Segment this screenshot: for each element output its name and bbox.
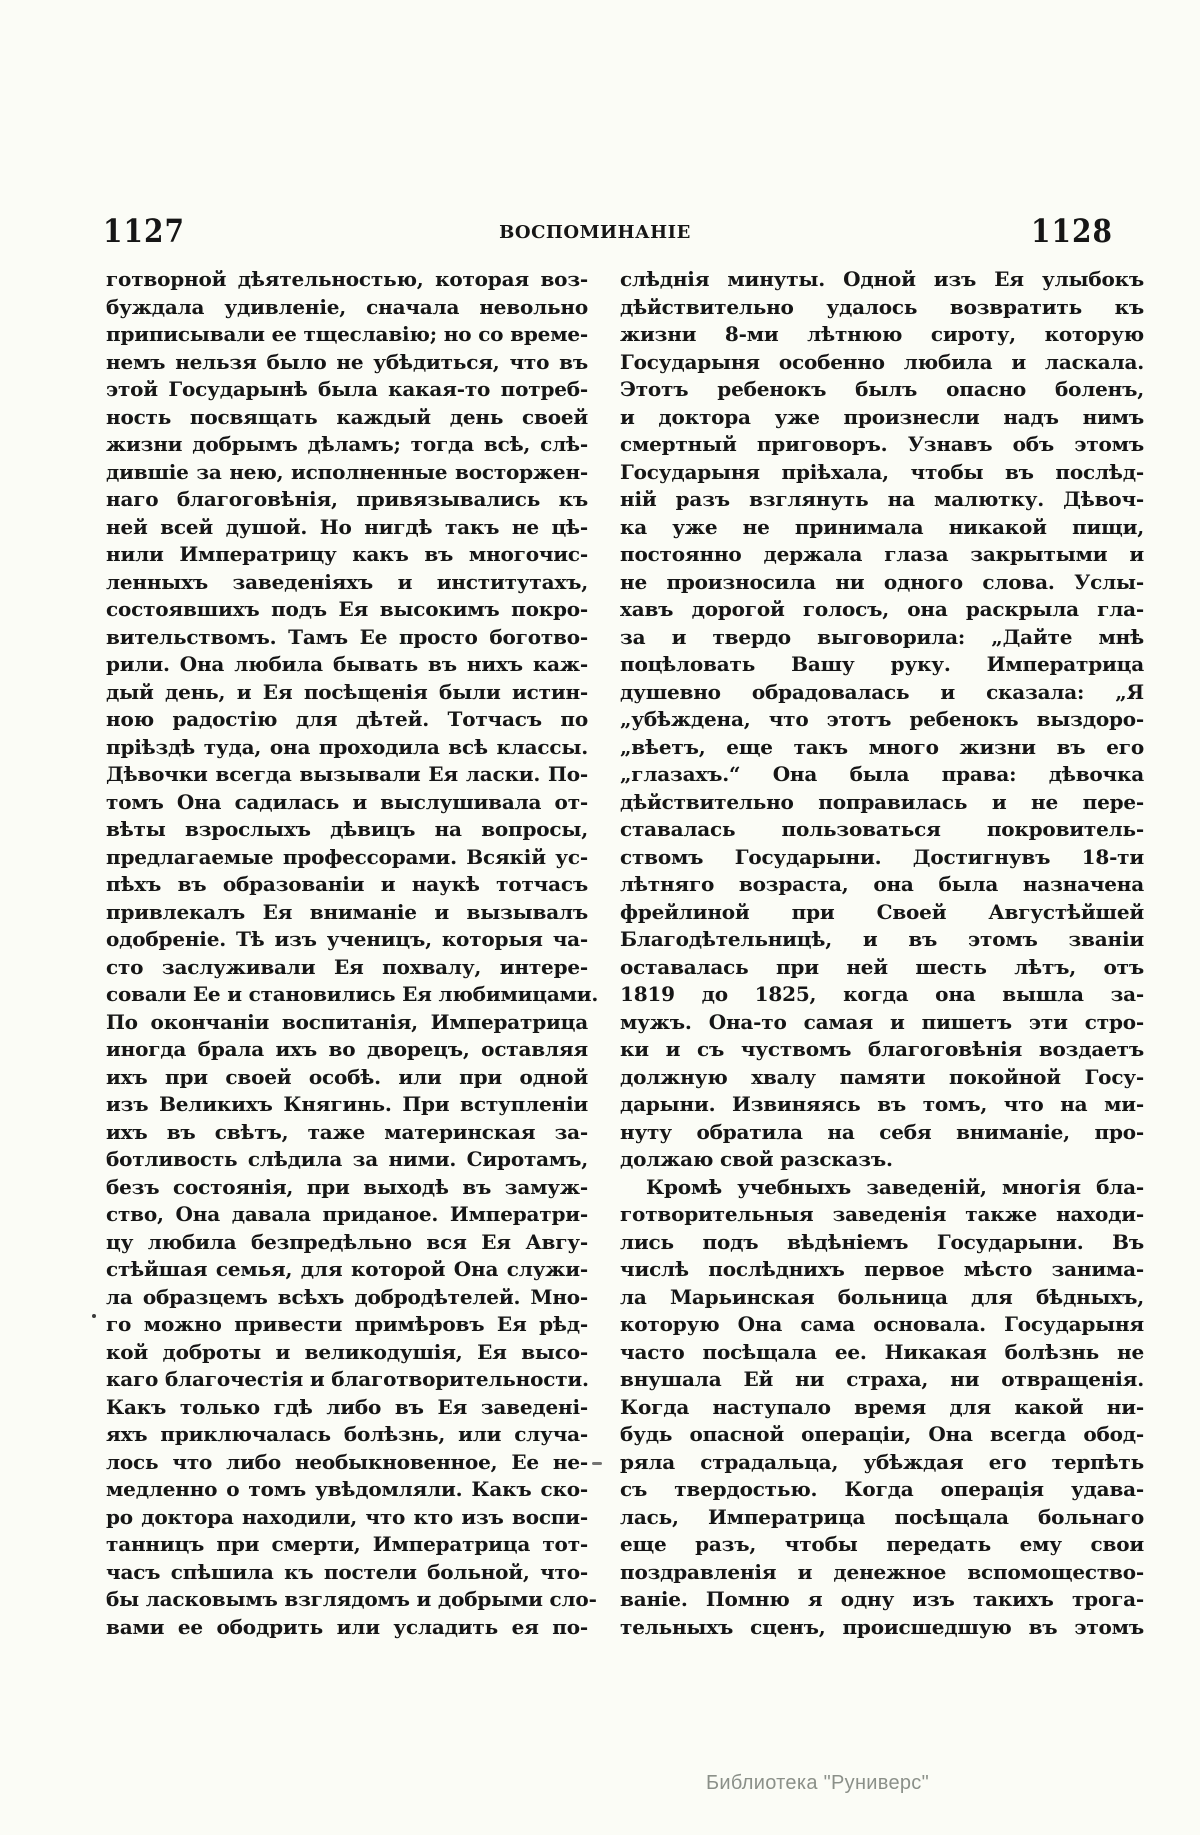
text-line: дарыни. Извиняясь въ томъ, что на ми-	[620, 1092, 1144, 1116]
text-line: фрейлиной при Своей Августѣйшей	[620, 899, 1144, 924]
text-line: лось что либо необыкновенное, Ее не-	[106, 1449, 588, 1474]
page-number-left: 1127	[103, 212, 185, 250]
text-line: вами ее ободрить или усладить ея по-	[106, 1614, 588, 1639]
text-line: танницъ при смерти, Императрица тот-	[106, 1532, 588, 1556]
text-line: предлагаемые профессорами. Всякій ус-	[106, 844, 588, 869]
text-line: кой доброты и великодушія, Ея высо-	[106, 1339, 588, 1364]
scan-speck	[592, 1462, 602, 1465]
text-line: дый день, и Ея посѣщенія были истин-	[106, 679, 588, 704]
scan-speck	[92, 1314, 96, 1318]
text-line: будь опасной операціи, Она всегда обод-	[620, 1422, 1144, 1446]
text-line: тельныхъ сценъ, происшедшую въ этомъ	[620, 1614, 1144, 1639]
text-line: немъ нельзя было не убѣдиться, что въ	[106, 349, 588, 374]
text-line: одобреніе. Тѣ изъ ученицъ, которыя ча-	[106, 927, 588, 951]
text-line: По окончаніи воспитанія, Императрица	[106, 1009, 588, 1034]
text-line: ленныхъ заведеніяхъ и институтахъ,	[106, 569, 588, 594]
text-line: часъ спѣшила къ постели больной, что-	[106, 1559, 588, 1584]
text-line: душевно обрадовалась и сказала: „Я	[620, 679, 1144, 704]
text-line: готворительныя заведенія также находи-	[620, 1202, 1144, 1226]
text-line: ствомъ Государыни. Достигнувъ 18-ти	[620, 844, 1144, 869]
text-line: должную хвалу памяти покойной Госу-	[620, 1064, 1144, 1089]
text-line: и доктора уже произнесли надъ нимъ	[620, 404, 1144, 429]
text-line: Государыня пріѣхала, чтобы въ послѣд-	[620, 459, 1144, 484]
text-line: вѣты взрослыхъ дѣвицъ на вопросы,	[106, 817, 588, 841]
text-line: 1819 до 1825, когда она вышла за-	[620, 982, 1144, 1006]
text-line: постоянно держала глаза закрытыми и	[620, 542, 1144, 566]
text-line: Кромѣ учебныхъ заведеній, многія бла-	[646, 1174, 1144, 1199]
text-line: лась, Императрица посѣщала больнаго	[620, 1504, 1144, 1529]
text-line: которую Она сама основала. Государыня	[620, 1312, 1144, 1336]
text-line: жизни 8-ми лѣтнюю сироту, которую	[620, 322, 1144, 346]
text-line: бы ласковымъ взглядомъ и добрыми сло-	[106, 1587, 597, 1611]
text-line: ихъ въ свѣтъ, таже материнская за-	[106, 1119, 588, 1144]
text-line: смертный приговоръ. Узнавъ объ этомъ	[620, 432, 1144, 456]
text-line: стѣйшая семья, для которой Она служи-	[106, 1257, 588, 1281]
running-title: ВОСПОМИНАНІЕ	[499, 222, 691, 243]
text-line: ки и съ чуствомъ благоговѣнія воздаетъ	[620, 1037, 1144, 1061]
text-line: слѣднія минуты. Одной изъ Ея улыбокъ	[620, 267, 1144, 291]
text-line: Какъ только гдѣ либо въ Ея заведені-	[106, 1394, 588, 1419]
text-line: этой Государынѣ была какая-то потреб-	[106, 377, 588, 401]
text-line: лѣтняго возраста, она была назначена	[620, 872, 1144, 896]
text-line: жизни добрымъ дѣламъ; тогда всѣ, слѣ-	[106, 432, 588, 456]
text-line: за и твердо выговорила: „Дайте мнѣ	[620, 624, 1144, 649]
text-column-right	[620, 266, 1144, 1641]
text-line: Благодѣтельницѣ, и въ этомъ званіи	[620, 927, 1144, 951]
text-line: ка уже не принимала никакой пищи,	[620, 514, 1144, 539]
page-number-right: 1128	[1031, 212, 1113, 250]
text-line: дѣйствительно поправилась и не пере-	[620, 789, 1144, 814]
text-line: изъ Великихъ Княгинь. При вступленіи	[106, 1092, 588, 1116]
text-line: не произносила ни одного слова. Услы-	[620, 569, 1144, 594]
text-line: каго благочестія и благотворительности.	[106, 1367, 589, 1391]
text-line: иногда брала ихъ во дворецъ, оставляя	[106, 1037, 588, 1061]
text-line: ла образцемъ всѣхъ добродѣтелей. Мно-	[106, 1284, 588, 1309]
text-line: нуту обратила на себя вниманіе, про-	[620, 1119, 1144, 1144]
text-line: томъ Она садилась и выслушивала от-	[106, 789, 588, 814]
text-line: часто посѣщала ее. Никакая болѣзнь не	[620, 1339, 1144, 1364]
text-line: вительствомъ. Тамъ Ее просто боготво-	[106, 624, 588, 649]
text-line: „глазахъ.“ Она была права: дѣвочка	[620, 762, 1144, 786]
text-line: совали Ее и становились Ея любимицами.	[106, 982, 599, 1006]
text-line: ряла страдальца, убѣждая его терпѣть	[620, 1449, 1144, 1474]
text-line: буждала удивленіе, сначала невольно	[106, 294, 588, 319]
text-line: съ твердостью. Когда операція удава-	[620, 1477, 1144, 1501]
text-line: нили Императрицу какъ въ многочис-	[106, 542, 588, 566]
text-line: хавъ дорогой голосъ, она раскрыла гла-	[620, 597, 1144, 621]
text-line: ро доктора находили, что кто изъ воспи-	[106, 1504, 588, 1529]
text-line: мужъ. Она-то самая и пишетъ эти стро-	[620, 1009, 1144, 1034]
text-line: пѣхъ въ образованіи и наукѣ тотчасъ	[106, 872, 588, 896]
library-watermark: Библиотека "Руниверс"	[706, 1772, 930, 1794]
text-line: пріѣздѣ туда, она проходила всѣ классы.	[106, 734, 588, 759]
text-line: еще разъ, чтобы передать ему свои	[620, 1532, 1144, 1556]
text-line: дившіе за нею, исполненные восторжен-	[106, 459, 588, 484]
text-line: ность посвящать каждый день своей	[106, 404, 588, 429]
text-line: ихъ при своей особѣ. или при одной	[106, 1064, 588, 1089]
text-line: привлекалъ Ея вниманіе и вызывалъ	[106, 899, 588, 924]
text-line: наго благоговѣнія, привязывались къ	[106, 487, 588, 511]
text-line: поцѣловать Вашу руку. Императрица	[620, 652, 1144, 676]
text-line: ла Марьинская больница для бѣдныхъ,	[620, 1284, 1144, 1309]
text-line: должаю свой разсказъ.	[620, 1147, 893, 1171]
text-line: дѣйствительно удалось возвратить къ	[620, 294, 1144, 319]
text-line: яхъ приключалась болѣзнь, или случа-	[106, 1422, 588, 1446]
text-line: безъ состоянія, при выходѣ въ замуж-	[106, 1174, 588, 1199]
text-line: сто заслуживали Ея похвалу, интере-	[106, 954, 588, 979]
text-line: внушала Ей ни страха, ни отвращенія.	[620, 1367, 1144, 1391]
text-line: приписывали ее тщеславію; но со време-	[106, 322, 588, 346]
text-line: рили. Она любила бывать въ нихъ каж-	[106, 652, 588, 676]
text-line: оставалась при ней шесть лѣтъ, отъ	[620, 954, 1144, 979]
text-line: Когда наступало время для какой ни-	[620, 1394, 1144, 1419]
text-line: го можно привести примѣровъ Ея рѣд-	[106, 1312, 588, 1336]
text-column-left	[106, 266, 599, 1641]
text-line: цу любила безпредѣльно вся Ея Авгу-	[106, 1229, 588, 1254]
text-line: готворной дѣятельностью, которая воз-	[106, 267, 588, 291]
text-line: медленно о томъ увѣдомляли. Какъ ско-	[106, 1477, 588, 1501]
text-line: ною радостію для дѣтей. Тотчасъ по	[106, 707, 588, 731]
text-line: поздравленія и денежное вспомощество-	[620, 1559, 1144, 1584]
text-line: ботливость слѣдила за ними. Сиротамъ,	[106, 1147, 588, 1171]
text-line: ство, Она давала приданое. Императри-	[106, 1202, 588, 1226]
text-line: ней всей душой. Но нигдѣ такъ не цѣ-	[106, 514, 588, 539]
text-line: ваніе. Помню я одну изъ такихъ трога-	[620, 1587, 1144, 1611]
text-line: ній разъ взглянуть на малютку. Дѣвоч-	[620, 487, 1144, 511]
text-line: „убѣждена, что этотъ ребенокъ выздоро-	[620, 707, 1144, 731]
text-line: ставалась пользоваться покровитель-	[620, 817, 1144, 841]
text-line: Дѣвочки всегда вызывали Ея ласки. По-	[106, 762, 588, 786]
text-line: числѣ послѣднихъ первое мѣсто занима-	[620, 1257, 1144, 1281]
text-line: Этотъ ребенокъ былъ опасно боленъ,	[620, 377, 1144, 401]
text-line: Государыня особенно любила и ласкала.	[620, 349, 1144, 374]
text-line: лись подъ вѣдѣніемъ Государыни. Въ	[620, 1229, 1144, 1254]
text-line: состоявшихъ подъ Ея высокимъ покро-	[106, 597, 588, 621]
text-line: „вѣетъ, еще такъ много жизни въ его	[620, 734, 1144, 759]
